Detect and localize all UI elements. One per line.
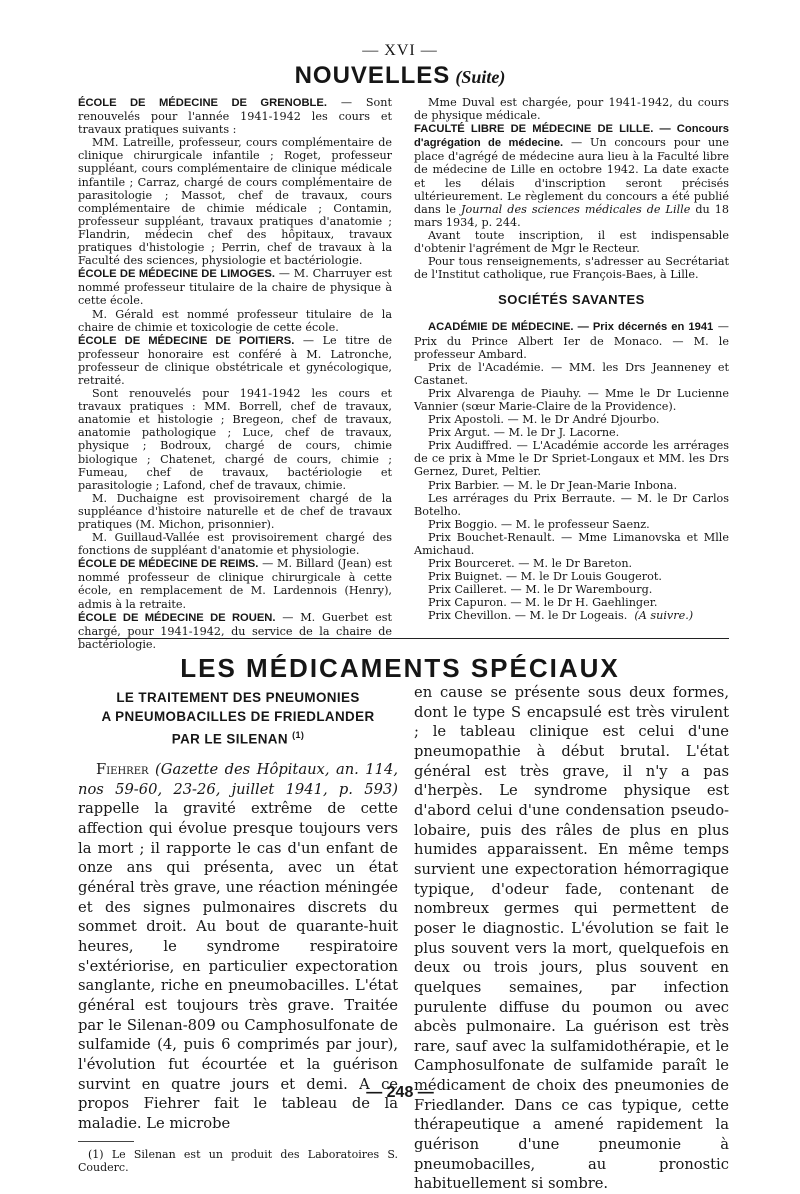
- limoges-heading: ÉCOLE DE MÉDECINE DE LIMOGES.: [78, 268, 275, 281]
- left-column: [78, 96, 392, 651]
- prix-item: Prix de l'Académie. — MM. les Drs Jeanneney et Castanet.: [414, 360, 729, 387]
- academie-heading: ACADÉMIE DE MÉDECINE. — Prix décernés en 1941: [428, 321, 714, 334]
- prix-item: Prix Apostoli. — M. le Dr André Djourbo.: [428, 413, 660, 427]
- prix-item: Prix Alvarenga de Piauhy. — Mme le Dr Lucienne Vannier (sœur Marie-Claire de la Providence).: [414, 386, 729, 413]
- rouen-section: [78, 611, 392, 651]
- article-body-left: [78, 760, 398, 1133]
- page-number: — 248 —: [366, 1084, 434, 1101]
- roman-page-number: — XVI —: [362, 42, 438, 59]
- academie-section: [414, 320, 729, 360]
- section-divider: [78, 638, 729, 639]
- limoges-section: [78, 267, 392, 307]
- a-suivre: (A suivre.): [634, 609, 694, 623]
- lille-text-end: du 18 mars 1934, p. 244.: [414, 202, 730, 229]
- prix-list: [414, 361, 729, 610]
- academie-text: — Prix du Prince Albert Ier de Monaco. — M. le professeur Ambard.: [414, 320, 729, 361]
- reims-section: [78, 557, 392, 610]
- medicaments-title: LES MÉDICAMENTS SPÉCIAUX: [180, 653, 620, 683]
- societes-title: SOCIÉTÉS SAVANTES: [498, 292, 645, 308]
- prix-item: Prix Cailleret. — M. le Dr Warembourg.: [428, 583, 653, 597]
- rouen-heading: ÉCOLE DE MÉDECINE DE ROUEN.: [78, 611, 276, 624]
- prix-item: Les arrérages du Prix Berraute. — M. le Dr Carlos Botelho.: [414, 491, 729, 518]
- reims-text: — M. Billard (Jean) est nommé professeur de clinique chirurgicale à cette école, en remplacement de M. Lardennois (Henry), admis à la retraite.: [78, 557, 392, 611]
- prix-last-text: Prix Chevillon. — M. le Dr Logeais.: [428, 609, 628, 623]
- article-title-text-3: PAR LE SILENAN: [171, 731, 288, 747]
- prix-item: Prix Boggio. — M. le professeur Saenz.: [428, 517, 650, 531]
- grenoble-intro: — Sont renouvelés pour l'année 1941-1942 les cours et travaux pratiques suivants :: [78, 96, 392, 137]
- prix-item: Prix Argut. — M. le Dr J. Lacorne.: [428, 426, 620, 440]
- poitiers-text-3: M. Duchaigne est provisoirement chargé de la suppléance d'histoire naturelle et de chef de travaux pratiques (M. Michon, prisonnier).: [78, 491, 392, 531]
- lille-text-2: Avant toute inscription, il est indispensable d'obtenir l'agrément de Mgr le Recteur.: [414, 228, 729, 256]
- lille-text: — Un concours pour une place d'agrégé de médecine aura lieu à la Faculté libre de médecine de Lille en octobre 1942. La date exacte et les délais d'inscription seront précisés ultérieurement. Le règlement du concours a été publié dans le: [414, 136, 729, 216]
- lille-section: [414, 122, 729, 229]
- reims-heading: ÉCOLE DE MÉDECINE DE REIMS.: [78, 558, 259, 571]
- grenoble-heading: ÉCOLE DE MÉDECINE DE GRENOBLE.: [78, 97, 327, 109]
- article-title-line-3: [78, 726, 398, 749]
- poitiers-heading: ÉCOLE DE MÉDECINE DE POITIERS.: [78, 334, 295, 347]
- title-nouvelles: NOUVELLES: [294, 62, 451, 89]
- prix-item: Prix Bouchet-Renault. — Mme Limanovska et Mlle Amichaud.: [414, 530, 729, 557]
- prix-last: [414, 609, 729, 622]
- limoges-text: — M. Charruyer est nommé professeur titulaire de la chaire de physique à cette école.: [78, 267, 392, 308]
- article-title-line-1: LE TRAITEMENT DES PNEUMONIES: [116, 690, 360, 705]
- article-title-line-2: A PNEUMOBACILLES DE FRIEDLANDER: [101, 709, 375, 725]
- prix-item: Prix Capuron. — M. le Dr H. Gaehlinger.: [428, 596, 658, 610]
- page-title: [0, 62, 800, 90]
- right-column: [414, 96, 729, 623]
- duval-text: Mme Duval est chargée, pour 1941-1942, du cours de physique médicale.: [414, 96, 729, 123]
- poitiers-text-2: Sont renouvelés pour 1941-1942 les cours et travaux pratiques : MM. Borrell, chef de travaux, anatomie et histologie ; Bregeon, chef de travaux, anatomie pathologique ; Luce, chef de travaux, physique ; Bodroux, chargé de cours, chimie biologique ; Chatenet, chargé de cours, chimie ; Fumeau, chef de travaux, bactériologie et parasitologie ; Lafond, chef de travaux, chimie.: [78, 387, 392, 492]
- limoges-text-2: M. Gérald est nommé professeur titulaire de la chaire de chimie et toxicologie de cette école.: [78, 307, 392, 334]
- prix-item: Prix Buignet. — M. le Dr Louis Gougerot.: [428, 570, 662, 584]
- lille-heading: FACULTÉ LIBRE DE MÉDECINE DE LILLE. — Concours d'agrégation de médecine.: [414, 123, 729, 150]
- lille-text-3: Pour tous renseignements, s'adresser au Secrétariat de l'Institut catholique, rue François-Baes, à Lille.: [414, 255, 729, 282]
- grenoble-list: MM. Latreille, professeur, cours complémentaire de clinique chirurgicale infantile ; Roget, professeur suppléant, cours complémentaire de clinique médicale infantile ; Carraz, chargé de cours complémentaire de parasitologie ; Massot, chef de travaux, cours complémentaire de chimie médicale ; Contamin, professeur suppléant, travaux pratiques d'anatomie ; Flandrin, médecin chef des hôpitaux, travaux pratiques d'histologie ; Perrin, chef de travaux à la Faculté des sciences, physiologie et bactériologie.: [78, 136, 392, 268]
- poitiers-text: — Le titre de professeur honoraire est conféré à M. Latronche, professeur de clinique obstétricale et gynécologique, retraité.: [78, 333, 392, 387]
- grenoble-section: [78, 96, 392, 136]
- article-right-column: [414, 683, 729, 1194]
- rouen-text: — M. Guerbet est chargé, pour 1941-1942, du service de la chaire de bactériologie.: [78, 610, 392, 651]
- article-body-right: en cause se présente sous deux formes, dont le type S encapsulé est très virulent ; le tableau clinique est celui d'une pneumopathie à début brutal. L'état général est très grave, il n'y a pas d'herpès. Le syndrome physique est d'abord celui d'une condensation pseudo-lobaire, puis des râles de plus en plus humides apparaissent. En même temps survient une expectoration hémorragique typique, d'odeur fade, contenant de nombreux germes qui permettent de poser le diagnostic. L'évolution se fait le plus souvent vers la mort, quelquefois en deux ou trois jours, plus souvent en quelques semaines, par infection purulente diffuse du poumon ou avec abcès pulmonaire. La guérison est très rare, sauf avec la sulfamidothérapie, et le Camphosulfonate de sulfamide paraît le médicament de choix des pneumonies de Friedlander. Dans ce cas typique, cette thérapeutique a amené rapidement la guérison d'une pneumonie à pneumobacilles, au pronostic habituellement si sombre.: [414, 684, 729, 1193]
- footnote-rule: [78, 1141, 134, 1142]
- article-source: (Gazette des Hôpitaux, an. 114, nos 59-60, 23-26, juillet 1941, p. 593): [78, 761, 398, 798]
- title-suite: (Suite): [455, 67, 506, 87]
- article-title: [78, 688, 398, 749]
- lille-journal: Journal des sciences médicales de Lille: [461, 202, 691, 216]
- prix-item: Prix Bourceret. — M. le Dr Bareton.: [428, 557, 633, 571]
- footnote: (1) Le Silenan est un produit des Laboratoires S. Couderc.: [78, 1147, 398, 1175]
- prix-item: Prix Audiffred. — L'Académie accorde les arrérages de ce prix à Mme le Dr Spriet-Longaux et MM. les Drs Gernez, Duret, Peltier.: [414, 439, 729, 479]
- poitiers-section: [78, 334, 392, 387]
- poitiers-text-4: M. Guillaud-Vallée est provisoirement chargé des fonctions de suppléant d'anatomie et physiologie.: [78, 531, 392, 558]
- prix-item: Prix Barbier. — M. le Dr Jean-Marie Inbona.: [428, 478, 678, 492]
- article-text-left: rappelle la gravité extrême de cette affection qui évolue presque toujours vers la mort ; il rapporte le cas d'un enfant de onze ans qui présenta, avec un état général très grave, une réaction méningée et des signes pulmonaires discrets du sommet droit. Au bout de quarante-huit heures, le syndrome respiratoire s'extériorise, en particulier expectoration sanglante, riche en pneumobacilles. L'état général est toujours très grave. Traitée par le Silenan-809 ou Camphosulfonate de sulfamide (4, puis 6 comprimés par jour), l'évolution fut écourtée et la guérison survint en quatre jours et demi. A ce propos Fiehrer fait le tableau de la maladie. Le microbe: [78, 800, 398, 1132]
- article-author: Fiehrer: [96, 761, 149, 779]
- footnote-ref: (1): [292, 730, 305, 741]
